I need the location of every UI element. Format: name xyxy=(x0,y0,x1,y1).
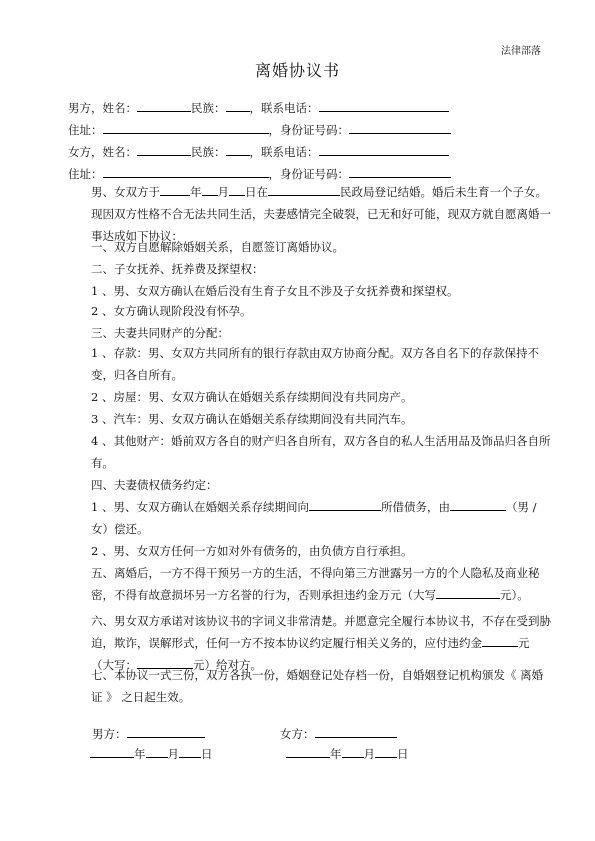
husband-ethnicity-label: 民族： xyxy=(191,101,226,115)
wife-id-field[interactable] xyxy=(349,166,451,178)
wife-date-month-field[interactable] xyxy=(342,746,364,758)
husband-signature-label: 男方： xyxy=(92,727,127,741)
clause-2-heading: 二、子女抚养、抚养费及探望权： xyxy=(91,262,264,276)
year-label: 年 xyxy=(190,185,202,199)
husband-name-label: 男方，姓名： xyxy=(68,101,137,115)
clause-3-2: 2 、房屋：男、女双方确认在婚姻关系存续期间没有共同房产。 xyxy=(91,390,413,404)
penalty-uppercase-field[interactable] xyxy=(436,587,500,599)
clause-6-text-3: 元）给对方。 xyxy=(193,658,262,672)
clause-3-1: 1 、存款：男、女双方共同所有的银行存款由双方协商分配。双方各自名下的存款保持不变，归各自所有。 xyxy=(91,346,539,382)
husband-address-field[interactable] xyxy=(103,122,269,134)
wife-ethnicity-label: 民族： xyxy=(191,145,226,159)
husband-date-year-field[interactable] xyxy=(90,746,134,758)
marriage-year-field[interactable] xyxy=(160,184,190,196)
wife-ethnicity-field[interactable] xyxy=(226,144,250,156)
wife-date xyxy=(286,746,409,762)
husband-info-line xyxy=(68,100,449,116)
marriage-day-field[interactable] xyxy=(229,184,245,196)
marriage-month-field[interactable] xyxy=(202,184,218,196)
clause-7: 七、本协议一式三份，双方各执一份，婚姻登记处存档一份，自婚姻登记机构颁发《 离婚证 》 之日起生效。 xyxy=(91,668,544,704)
wife-year-label: 年 xyxy=(330,747,342,761)
husband-phone-label: ，联系电话： xyxy=(249,101,319,115)
clause-6-text-1: 六、男女双方承诺对该协议书的字词义非常清楚。并愿意完全履行本协议书，不存在受到胁迫，欺诈，误解形式，任何一方不按本协议约定履行相关义务的，应付违约金 xyxy=(91,614,551,650)
wife-name-field[interactable] xyxy=(137,144,191,156)
husband-signature-field[interactable] xyxy=(127,726,205,738)
debtor-field[interactable] xyxy=(450,499,506,511)
wife-address-label: 住址： xyxy=(68,167,103,181)
husband-phone-field[interactable] xyxy=(319,100,449,112)
clause-3-3: 3 、汽车：男、女双方确认在婚姻关系存续期间没有共同汽车。 xyxy=(91,412,413,426)
husband-id-label: ，身份证号码： xyxy=(268,123,349,137)
clause-2-1: 1 、男、女双方确认在婚后没有生育子女且不涉及子女抚养费和探望权。 xyxy=(91,284,459,298)
husband-id-field[interactable] xyxy=(349,122,451,134)
clause-4-1 xyxy=(68,496,551,540)
wife-day-label: 日 xyxy=(397,747,409,761)
clause-4-1-text-1: 1 、男、女双方确认在婚姻关系存续期间向 xyxy=(91,500,309,514)
wife-date-year-field[interactable] xyxy=(286,746,330,758)
clause-3-heading: 三、夫妻共同财产的分配： xyxy=(91,326,229,340)
clause-2-2: 2 、女方确认现阶段没有怀孕。 xyxy=(91,304,252,318)
month-label: 月 xyxy=(217,185,229,199)
husband-ethnicity-field[interactable] xyxy=(226,100,250,112)
day-label: 日在 xyxy=(245,185,268,199)
site-name: 法律部落 xyxy=(501,46,541,57)
wife-phone-label: ，联系电话： xyxy=(249,145,319,159)
husband-month-label: 月 xyxy=(167,747,179,761)
wife-month-label: 月 xyxy=(363,747,375,761)
registry-office-field[interactable] xyxy=(268,184,340,196)
intro-text-1: 男、女双方于 xyxy=(91,185,160,199)
wife-info-line xyxy=(68,144,449,160)
intro-text-2: 民政局登记结婚。婚后未生育一个子女。现因双方性格不合无法共同生活，夫妻感情完全破裂，已无和好可能，现双方就自愿离婚一事达成如下协议： xyxy=(91,185,551,243)
clause-4-heading: 四、夫妻债权债务约定： xyxy=(91,478,218,492)
husband-year-label: 年 xyxy=(134,747,146,761)
clause-4-1-text-2: 所借债务，由 xyxy=(380,500,450,514)
wife-address-line xyxy=(68,166,451,182)
penalty-amount-field[interactable] xyxy=(482,635,518,647)
wife-signature-label: 女方： xyxy=(280,727,315,741)
husband-date xyxy=(90,746,213,762)
husband-day-label: 日 xyxy=(201,747,213,761)
husband-date-day-field[interactable] xyxy=(179,746,201,758)
husband-address-line xyxy=(68,122,451,138)
document-title: 离婚协议书 xyxy=(254,61,340,80)
wife-id-label: ，身份证号码： xyxy=(268,167,349,181)
clause-6-text-2: 元（大写： xyxy=(91,636,530,672)
wife-address-field[interactable] xyxy=(103,166,269,178)
wife-signature-field[interactable] xyxy=(315,726,397,738)
husband-address-label: 住址： xyxy=(68,123,103,137)
husband-name-field[interactable] xyxy=(137,100,191,112)
clause-4-2: 2 、男、女双方任何一方如对外有债务的，由负债方自行承担。 xyxy=(91,544,413,558)
creditor-field[interactable] xyxy=(309,499,381,511)
wife-signature xyxy=(280,726,397,742)
wife-name-label: 女方，姓名： xyxy=(68,145,137,159)
clause-5-text-1: 五、离婚后，一方不得干预另一方的生活，不得向第三方泄露另一方的个人隐私及商业秘密，不得有故意损坏另一方名誉的行为，否则承担违约金万元（大写 xyxy=(91,566,540,602)
husband-signature xyxy=(92,726,205,742)
wife-phone-field[interactable] xyxy=(319,144,449,156)
clause-5-text-2: 元）。 xyxy=(500,588,529,602)
clause-1: 一、双方自愿解除婚姻关系，自愿签订离婚协议。 xyxy=(91,240,344,254)
husband-date-month-field[interactable] xyxy=(146,746,168,758)
clause-5 xyxy=(68,562,551,606)
clause-4-1-text-3: （男 / 女）偿还。 xyxy=(91,500,537,536)
clause-3-4: 4 、其他财产：婚前双方各自的财产归各自所有，双方各自的私人生活用品及饰品归各自所有。 xyxy=(91,434,551,470)
wife-date-day-field[interactable] xyxy=(375,746,397,758)
